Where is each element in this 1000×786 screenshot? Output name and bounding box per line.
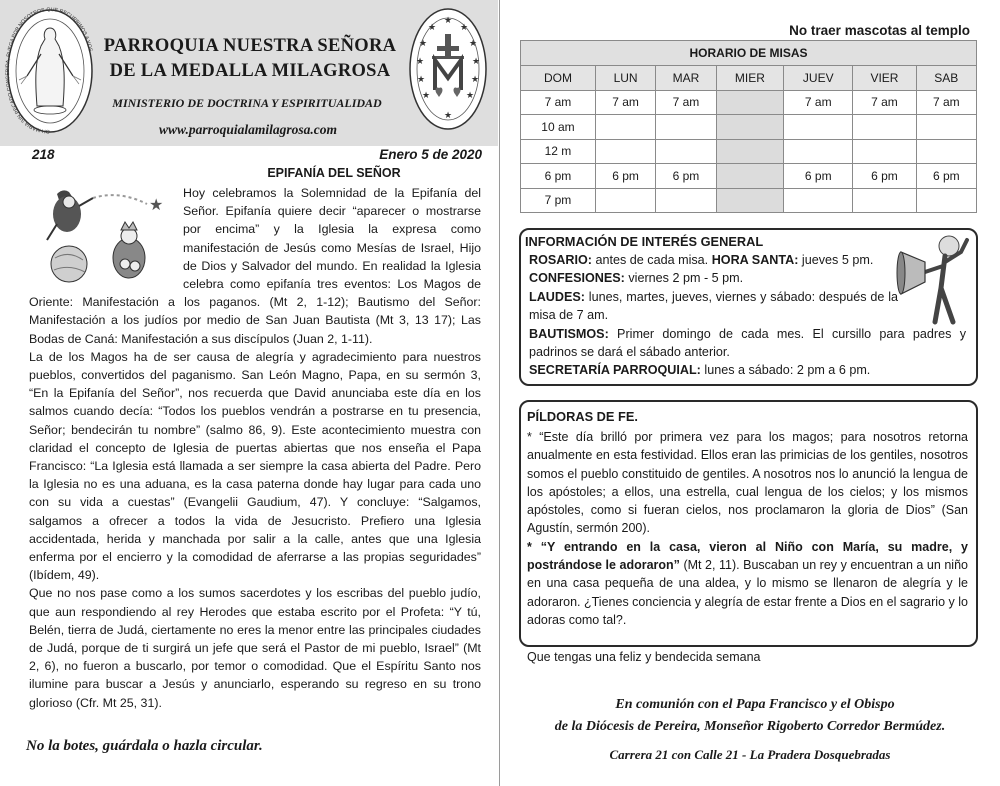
svg-text:★: ★ — [443, 16, 453, 26]
schedule-cell — [916, 139, 976, 164]
faith-pills-text — [527, 428, 968, 629]
schedule-cell — [656, 115, 716, 140]
schedule-cell: 6 pm — [784, 164, 853, 189]
rosario-label: ROSARIO: — [529, 253, 592, 267]
day-header: DOM — [521, 66, 596, 91]
parish-title-line1: PARROQUIA NUESTRA SEÑORA — [103, 36, 397, 56]
schedule-cell: 7 am — [656, 90, 716, 115]
schedule-cell — [784, 115, 853, 140]
page-divider — [499, 0, 500, 786]
schedule-cell — [656, 188, 716, 213]
schedule-cell: 10 am — [521, 115, 596, 140]
ministry-subtitle: MINISTERIO DE DOCTRINA Y ESPIRITUALIDAD — [112, 96, 382, 110]
hora-santa-label: HORA SANTA: — [711, 253, 799, 267]
svg-text:★: ★ — [418, 39, 428, 49]
schedule-days-row — [521, 66, 977, 91]
schedule-cell — [784, 139, 853, 164]
three-kings-illustration — [29, 184, 179, 284]
article-paragraph-2: La de los Magos ha de ser causa de alegría y agradecimiento para nuestros pueblos, convertidos del paganismo. San León Magno, Papa, en su sermón 3, “En la Epifanía del Señor”, nos recuerda que David anunciaba este día en los salmos cuando decía: “Todos los pueblos vendrán a postrarse en tu presencia, Señor; bendecirán tu nombre” (salmo 86, 9). Este acontecimiento muestra con claridad el concepto de Iglesia de puertas abiertas que nos enseña el Papa Francisco: “La Iglesia está llamada a ser siempre la casa abierta del Padre. Pero la Iglesia no es una aduana, es la casa paterna donde hay lugar para cada uno con su vida a cuestas” (Evangelii Gaudium, 47). Y concluye: “Salgamos, salgamos a ofrecer a todos la vida de Jesucristo. Prefiero una Iglesia accidentada, herida y manchada por salir a la calle, antes que una Iglesia enferma por el encierro y la comodidad de aferrarse a las propias seguridades” (Ibídem, 49). — [29, 349, 481, 583]
website-link[interactable]: www.parroquialamilagrosa.com — [158, 122, 338, 137]
schedule-row — [521, 188, 977, 213]
info-bautismos — [529, 325, 966, 362]
svg-text:★: ★ — [443, 111, 453, 121]
parish-title — [98, 34, 402, 84]
article-paragraph-1: Hoy celebramos la Solemnidad de la Epifanía del Señor. Epifanía quiere decir “aparecer o mostrarse por encima” y la Iglesia la expresa como manifestación de Jesús como Mesías de Israel, Hijo de Dios y Salvador del mundo. En realidad la Iglesia celebra como epifanía tres eventos: Los Magos de Oriente: Manifestación a los paganos. (Mt 2, 1-12); Bautismo del Señor: Manifestación a los judíos por medio de San Juan Bautista (Mt 3, 13 17); Las Bodas de Caná: Manifestación a sus discípulos (Juan 2, 1-11). — [29, 186, 481, 346]
schedule-cell: 12 m — [521, 139, 596, 164]
svg-text:★: ★ — [465, 91, 475, 101]
faith-pill-2-quote: * “Y entrando en la casa, vieron al Niño con María, su madre, y postrándose le adoraron” — [527, 539, 968, 573]
schedule-cell — [595, 115, 655, 140]
schedule-cell — [853, 188, 916, 213]
schedule-cell: 7 am — [853, 90, 916, 115]
day-header: MIER — [716, 66, 784, 91]
svg-text:★: ★ — [471, 57, 481, 67]
confesiones-text: viernes 2 pm - 5 pm. — [624, 271, 744, 286]
info-rosario — [529, 251, 966, 269]
footer-note: No la botes, guárdala o hazla circular. — [26, 738, 263, 754]
schedule-cell: 7 am — [595, 90, 655, 115]
schedule-cell — [595, 139, 655, 164]
svg-text:OH MARIA SIN PECADO CONCEBIDA,: OH MARIA SIN PECADO CONCEBIDA, RUEGA POR NOSOTROS QUE RECURRIMOS A VOS — [5, 6, 94, 135]
parish-address: Carrera 21 con Calle 21 - La Pradera Dosquebradas — [609, 747, 891, 762]
issue-date: Enero 5 de 2020 — [379, 147, 482, 162]
bautismos-text: Primer domingo de cada mes. El cursillo para padres y padrinos se dará el sábado anterior. — [529, 326, 966, 360]
faith-pill-2 — [527, 538, 968, 629]
schedule-title: HORARIO DE MISAS — [521, 41, 977, 66]
schedule-cell: 6 pm — [916, 164, 976, 189]
schedule-cell — [656, 139, 716, 164]
schedule-cell — [716, 90, 784, 115]
hora-santa-text: jueves 5 pm. — [798, 253, 874, 267]
laudes-text: lunes, martes, jueves, viernes y sábado: después de la misa de 7 am. — [529, 289, 898, 323]
communion-line-1: En comunión con el Papa Francisco y el Obispo — [615, 697, 895, 712]
schedule-cell: 6 pm — [521, 164, 596, 189]
schedule-cell: 7 am — [916, 90, 976, 115]
confesiones-label: CONFESIONES: — [529, 271, 625, 286]
schedule-cell: 6 pm — [656, 164, 716, 189]
schedule-cell — [853, 139, 916, 164]
bautismos-label: BAUTISMOS: — [529, 326, 609, 341]
svg-text:★: ★ — [427, 23, 437, 33]
laudes-label: LAUDES: — [529, 289, 585, 304]
schedule-cell — [784, 188, 853, 213]
closing-wish: Que tengas una feliz y bendecida semana — [527, 650, 761, 664]
communion-line-2: de la Diócesis de Pereira, Monseñor Rigoberto Corredor Bermúdez. — [554, 719, 946, 734]
schedule-row — [521, 90, 977, 115]
svg-text:★: ★ — [421, 91, 431, 101]
schedule-cell: 6 pm — [853, 164, 916, 189]
schedule-cell — [716, 115, 784, 140]
schedule-cell — [716, 139, 784, 164]
svg-text:★: ★ — [415, 57, 425, 67]
article-paragraph-3: Que no nos pase como a los sumos sacerdotes y los escribas del pueblo judío, que aun respondiendo al rey Herodes que estaba escrito por el Profeta: “Y tú, Belén, tierra de Judá, ciertamente no eres la menor entre las principales ciudades de Judá, porque de ti surgirá un jefe que será el Pastor de mi pueblo, Israel” (Mt 2, 6), no fueron a buscarlo, por temor o comodidad. Que el Espíritu Santo nos ilumine para buscar a Jesús y anunciarlo, esperando su regreso en su trono glorioso (Cfr. Mt 25, 31). — [29, 586, 481, 710]
svg-text:★: ★ — [459, 23, 469, 33]
schedule-cell: 7 am — [784, 90, 853, 115]
schedule-cell — [853, 115, 916, 140]
info-confesiones — [529, 269, 966, 287]
day-header: JUEV — [784, 66, 853, 91]
svg-text:★: ★ — [149, 195, 164, 214]
issue-number: 218 — [32, 147, 55, 162]
schedule-cell — [916, 188, 976, 213]
day-header: LUN — [595, 66, 655, 91]
article-title: EPIFANÍA DEL SEÑOR — [267, 166, 401, 180]
faith-pill-1: * “Este día brilló por primera vez para los magos; para nosotros retorna anualmente en esta festividad. Ellos eran las primicias de los gentiles, nosotros somos el pueblo constituido de gentiles. A nosotros nos lo anunció la lengua de los apóstoles; a ellos, una estrella, cual lengua de los cielos; y los mismos apóstoles, como si fueran cielos, nos proclamaron la gloria de Dios” (San Agustín, sermón 200). — [527, 430, 968, 536]
schedule-row — [521, 139, 977, 164]
rosario-text: antes de cada misa. — [591, 253, 712, 267]
schedule-cell — [716, 188, 784, 213]
secretaria-text: lunes a sábado: 2 pm a 6 pm. — [700, 363, 871, 378]
schedule-cell: 6 pm — [595, 164, 655, 189]
schedule-cell: 7 pm — [521, 188, 596, 213]
svg-text:★: ★ — [416, 75, 426, 85]
article-body — [29, 184, 481, 712]
faith-pill-2-text: (Mt 2, 11). Buscaban un rey y encuentran a un niño en una casa pequeña de una aldea, y lo mismo se llenaron de alegría y le adoraron. ¿Tienes conciencia y alegría de estar frente a Dios en el sagrario y lo adoras como tal?. — [527, 558, 968, 627]
schedule-cell: 7 am — [521, 90, 596, 115]
pets-notice: No traer mascotas al templo — [789, 23, 970, 38]
faith-pills-title: PÍLDORAS DE FE. — [527, 409, 638, 424]
schedule-cell — [916, 115, 976, 140]
secretaria-label: SECRETARÍA PARROQUIAL: — [529, 363, 701, 378]
svg-text:★: ★ — [468, 39, 478, 49]
info-laudes — [529, 288, 966, 325]
schedule-cell — [595, 188, 655, 213]
info-title: INFORMACIÓN DE INTERÉS GENERAL — [525, 234, 764, 249]
svg-text:★: ★ — [470, 75, 480, 85]
schedule-cell — [716, 164, 784, 189]
virgin-mary-medal-icon — [5, 6, 95, 136]
info-list — [529, 251, 966, 380]
parish-title-line2: DE LA MEDALLA MILAGROSA — [109, 61, 391, 81]
schedule-row — [521, 115, 977, 140]
day-header: SAB — [916, 66, 976, 91]
mass-schedule-table — [520, 40, 977, 213]
info-secretaria — [529, 361, 966, 379]
day-header: MAR — [656, 66, 716, 91]
cross-m-hearts-medal-icon — [408, 6, 488, 132]
day-header: VIER — [853, 66, 916, 91]
left-page — [0, 0, 498, 786]
schedule-row — [521, 164, 977, 189]
